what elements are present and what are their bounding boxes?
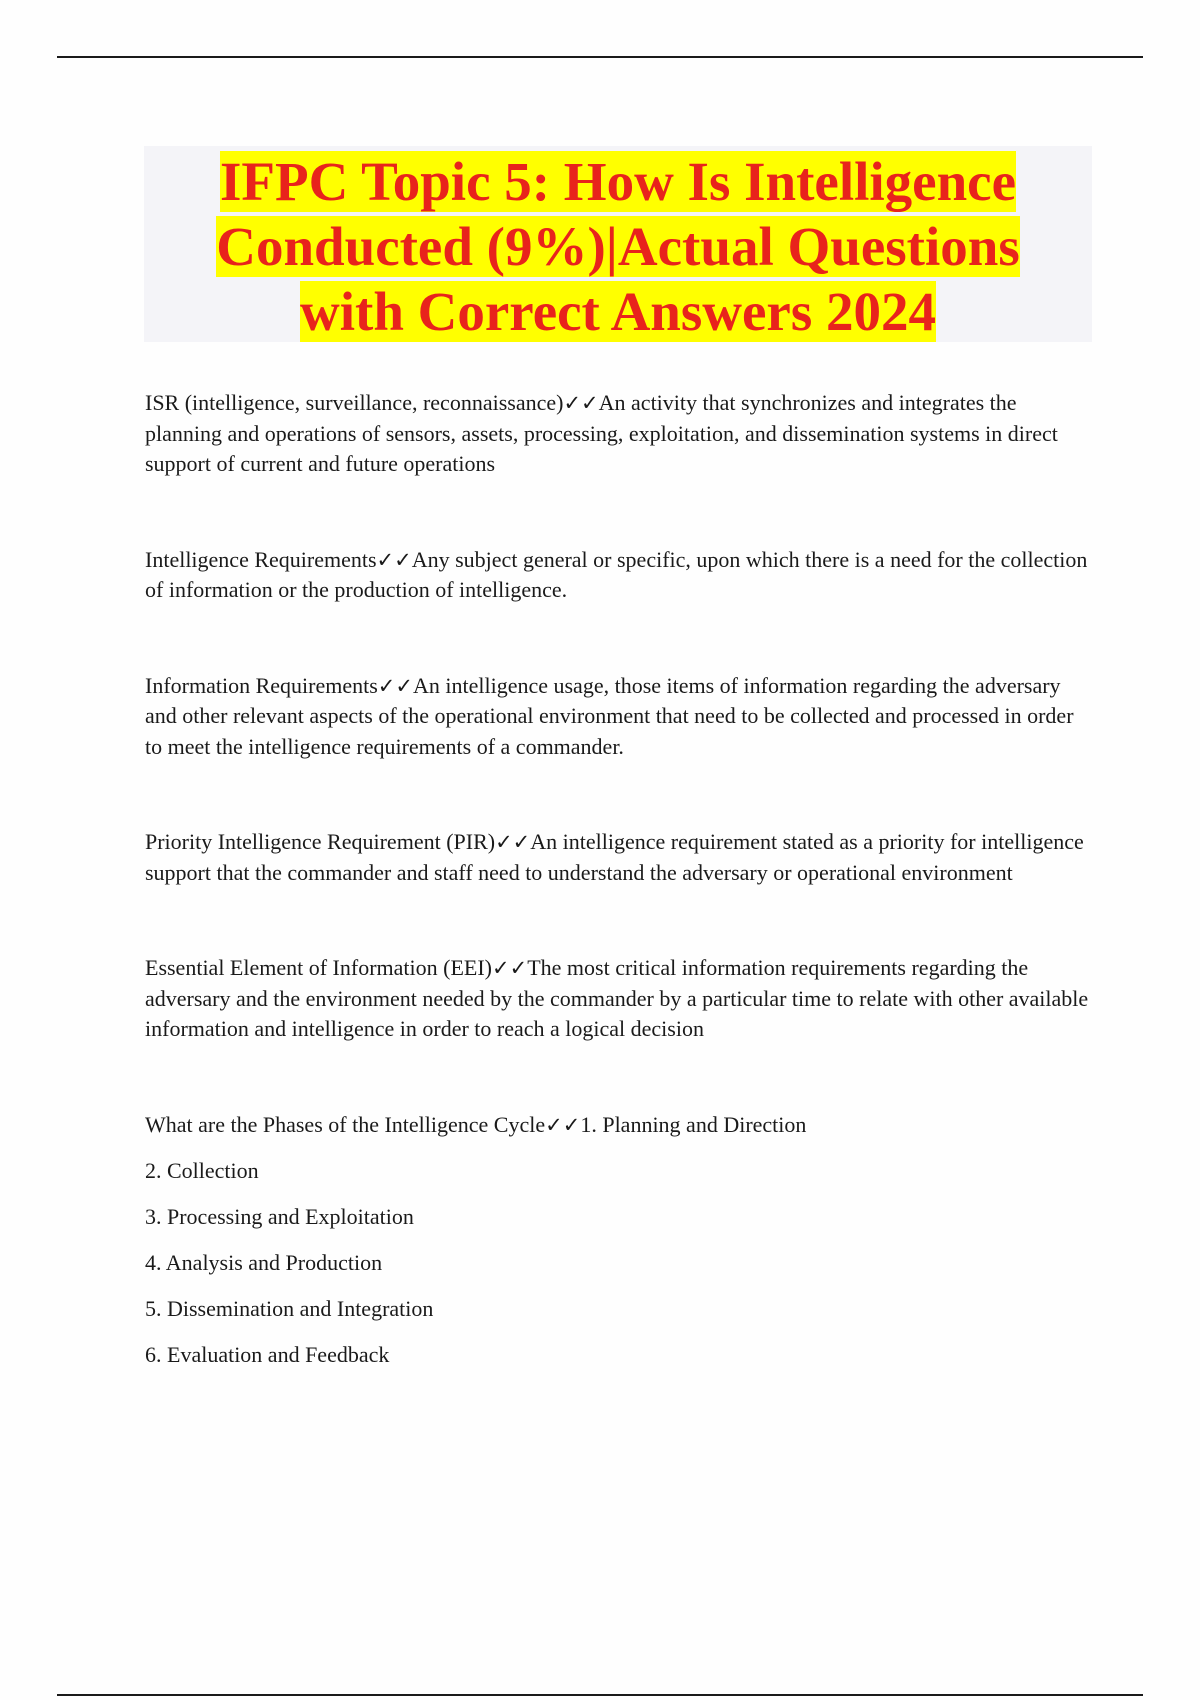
qa-definition: Any subject general or specific, upon which there is a need for the collection of information or the production of intelligence. <box>145 546 1088 602</box>
check-icon: ✓✓ <box>563 391 599 415</box>
document-title <box>144 146 1092 344</box>
qa-entry <box>145 827 1095 888</box>
qa-term: ISR (intelligence, surveillance, reconnaissance) <box>145 390 564 415</box>
check-icon: ✓✓ <box>492 956 528 980</box>
qa-definition: An intelligence requirement stated as a priority for intelligence support that the commander and staff need to understand the adversary or operational environment <box>145 829 1084 885</box>
qa-entry <box>145 671 1095 763</box>
qa-term: Information Requirements <box>145 672 378 698</box>
qa-entry <box>145 388 1095 480</box>
phase-item-4: 4. Analysis and Production <box>145 1250 383 1275</box>
title-line-1: IFPC Topic 5: How Is Intelligence <box>220 151 1016 212</box>
check-icon: ✓✓ <box>545 1112 581 1137</box>
qa-content <box>145 388 1095 1370</box>
phases-question <box>145 1110 1095 1141</box>
qa-definition: An activity that synchronizes and integrates the planning and operations of sensors, assets, processing, exploitation, and dissemination systems in direct support of current and future operations <box>145 390 1058 476</box>
check-icon: ✓✓ <box>376 547 412 572</box>
phases-entry <box>145 1110 1095 1371</box>
check-icon: ✓✓ <box>377 673 413 698</box>
qa-term: Essential Element of Information (EEI) <box>145 955 492 980</box>
phase-item-5: 5. Dissemination and Integration <box>145 1296 434 1321</box>
qa-entry <box>145 953 1095 1045</box>
bottom-rule <box>57 1694 1143 1696</box>
qa-definition: The most critical information requirements regarding the adversary and the environment needed by the commander by a particular time to relate with other available information and intelligence in order to reach a logical decision <box>145 955 1089 1041</box>
title-block <box>144 146 1092 342</box>
qa-term: Priority Intelligence Requirement (PIR) <box>145 829 496 854</box>
qa-entry <box>145 545 1095 606</box>
phase-item-3: 3. Processing and Exploitation <box>145 1204 414 1229</box>
phase-list <box>145 1156 1095 1370</box>
phase-item-6: 6. Evaluation and Feedback <box>145 1342 390 1367</box>
top-rule <box>57 56 1143 58</box>
phase-item-1: 1. Planning and Direction <box>580 1111 807 1137</box>
qa-term: Intelligence Requirements <box>145 546 377 572</box>
phase-item-2: 2. Collection <box>145 1158 259 1183</box>
qa-definition: An intelligence usage, those items of information regarding the adversary and other relevant aspects of the operational environment that need to be collected and processed in order to meet the intelligence requirements of a commander. <box>145 672 1074 759</box>
title-line-3: with Correct Answers 2024 <box>300 281 936 342</box>
title-line-2: Conducted (9%)|Actual Questions <box>216 216 1020 277</box>
check-icon: ✓✓ <box>495 830 531 854</box>
qa-term: What are the Phases of the Intelligence Cycle <box>145 1111 546 1137</box>
